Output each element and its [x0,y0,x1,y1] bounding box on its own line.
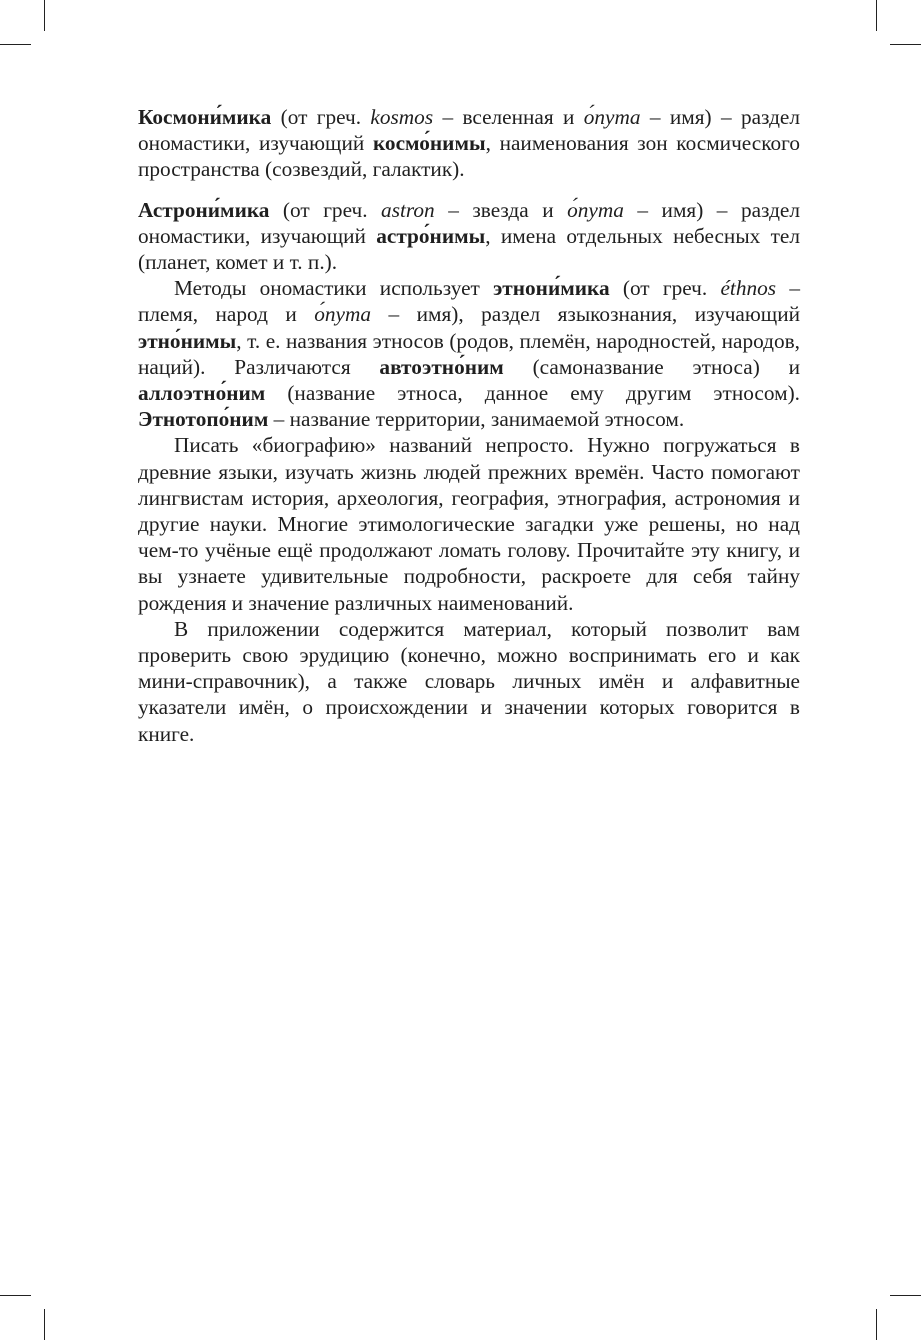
greek-word: kosmos [370,105,434,129]
text-segment: – имя) – раздел ономастики, изучающий [138,105,800,156]
term-astronymics: Астрони́мика [138,197,270,222]
greek-word: astron [381,197,435,222]
term-ethnotoponym: Этнотопо́ним [138,407,269,432]
crop-mark-bottom-left-horizontal [0,1295,31,1296]
term-astronyms: астро́нимы [376,223,486,248]
term-ethnonyms: этно́нимы [138,328,237,353]
definition-astronymics [138,197,800,276]
greek-word: о́nyma [583,105,641,129]
crop-mark-top-left-vertical [44,0,45,31]
text-segment: (самоназвание этноса) и [503,354,800,379]
text-segment: – имя) – раздел ономастики, изучающий [138,197,800,248]
greek-word: éthnos [720,276,777,301]
text-segment: (от греч. [269,197,382,222]
greek-word: о́nyma [314,302,372,327]
term-autoethnonym: автоэтно́ним [379,354,504,379]
greek-word: о́nyma [567,197,624,222]
paragraph-ethnonymics [138,275,800,432]
text-segment: , имена отдельных небесных тел (планет, комет и т. п.). [138,223,800,275]
text-segment: – название территории, занимаемой этносом. [268,407,685,432]
crop-mark-bottom-right-horizontal [890,1295,921,1296]
text-segment: Методы ономастики использует [174,276,494,301]
text-segment: , т. е. названия этносов (родов, племён, народностей, народов, наций). Различаются [138,328,800,379]
text-segment: – племя, народ и [138,276,800,327]
text-segment: (от греч. [271,105,371,129]
term-alloethnonym: аллоэтно́ним [138,381,266,406]
text-segment: (название этноса, данное ему другим этносом). [265,381,800,406]
text-segment: (от греч. [609,276,721,301]
crop-mark-top-left-horizontal [0,44,31,45]
crop-mark-top-right-horizontal [890,44,921,45]
paragraph-appendix: В приложении содержится материал, который позволит вам проверить свою эрудицию (конечно, можно воспринимать его и как мини-справочник), а также словарь личных имён и алфавитные указатели имён, о происхождении и значении которых говорится в книге. [138,616,800,746]
crop-mark-bottom-right-vertical [876,1309,877,1340]
page-body [138,104,800,747]
paragraph-biography: Писать «биографию» названий непросто. Нужно погружаться в древние языки, изучать жизнь людей прежних времён. Часто помогают лингвистам история, археология, география, этнография, астрономия и другие науки. Многие этимологические загадки уже решены, но над чем-то учёные ещё продолжают ломать голову. Прочитайте эту книгу, и вы узнаете удивительные подробности, раскроете для себя тайну рождения и значение различных наименований. [138,433,800,615]
crop-mark-top-right-vertical [876,0,877,31]
term-cosmonymics: Космони́мика [138,105,272,129]
text-segment: , наименования зон космического пространства (созвездий, галактик). [138,131,800,182]
definition-cosmonymics [138,104,800,183]
text-segment: – звезда и [434,197,568,222]
text-segment: – вселенная и [433,105,584,129]
text-segment: – имя), раздел языкознания, изучающий [371,302,800,327]
crop-mark-bottom-left-vertical [44,1309,45,1340]
term-ethnonymics: этнони́мика [493,276,610,301]
term-cosmonyms: космо́нимы [372,131,486,156]
